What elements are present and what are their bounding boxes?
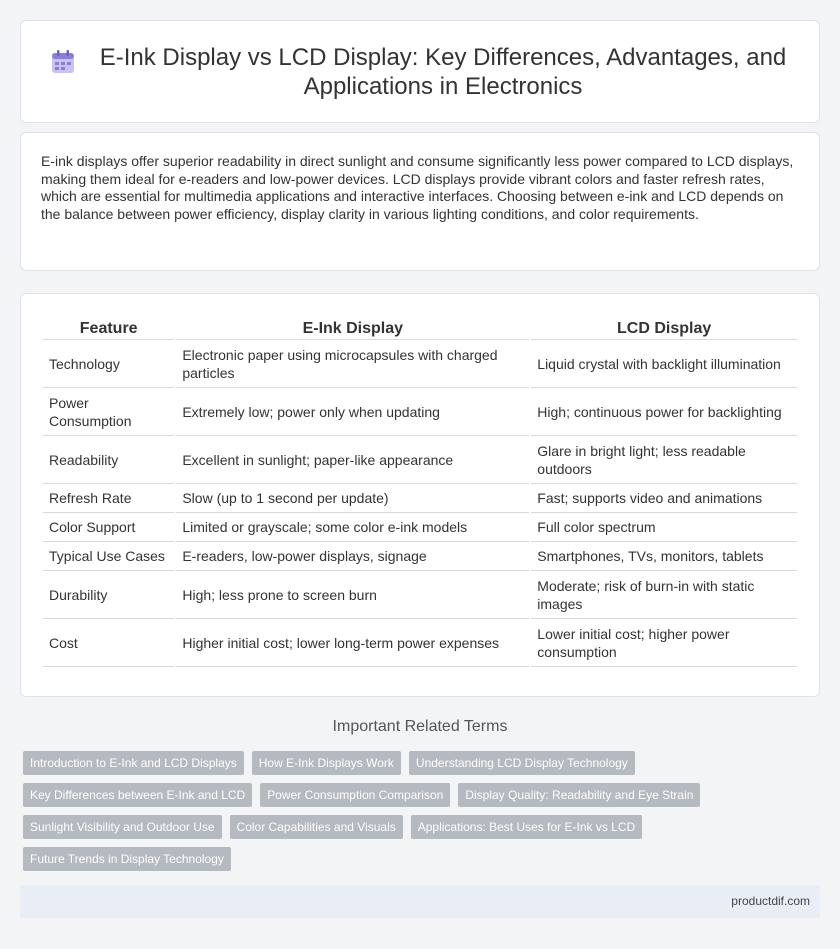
lcd-cell: Smartphones, TVs, monitors, tablets	[531, 544, 797, 571]
title-card	[20, 20, 820, 123]
eink-cell: Slow (up to 1 second per update)	[176, 486, 529, 513]
related-terms-chips	[23, 751, 803, 879]
summary-card	[20, 132, 820, 271]
title-wrap	[50, 43, 790, 101]
feature-cell: Refresh Rate	[43, 486, 174, 513]
calendar-grid-icon	[50, 49, 76, 75]
feature-cell: Readability	[43, 438, 174, 484]
feature-cell: Cost	[43, 621, 174, 667]
related-term-chip[interactable]: Applications: Best Uses for E-Ink vs LCD	[411, 815, 642, 839]
comparison-table	[41, 314, 799, 669]
table-row	[43, 544, 797, 571]
lcd-cell: Glare in bright light; less readable outdoors	[531, 438, 797, 484]
table-row	[43, 390, 797, 436]
related-term-chip[interactable]: Key Differences between E-Ink and LCD	[23, 783, 252, 807]
lcd-cell: Liquid crystal with backlight illumination	[531, 342, 797, 388]
eink-cell: Limited or grayscale; some color e-ink models	[176, 515, 529, 542]
lcd-cell: Moderate; risk of burn-in with static images	[531, 573, 797, 619]
chip-row	[23, 751, 803, 775]
feature-cell: Technology	[43, 342, 174, 388]
feature-cell: Durability	[43, 573, 174, 619]
page-title: E-Ink Display vs LCD Display: Key Differences, Advantages, and Applications in Electronics	[99, 43, 787, 100]
table-row	[43, 486, 797, 513]
related-term-chip[interactable]: Introduction to E-Ink and LCD Displays	[23, 751, 244, 775]
table-header-row	[43, 316, 797, 340]
eink-cell: E-readers, low-power displays, signage	[176, 544, 529, 571]
chip-row	[23, 847, 803, 871]
summary-text: E-ink displays offer superior readability in direct sunlight and consume significantly less power compared to LCD displays, making them ideal for e-readers and low-power devices. LCD displays provide vibrant colors and faster refresh rates, which are essential for multimedia applications and interactive interfaces. Choosing between e-ink and LCD depends on the balance between power efficiency, display clarity in various lighting conditions, and color requirements.	[41, 153, 794, 222]
feature-cell: Power Consumption	[43, 390, 174, 436]
lcd-cell: Fast; supports video and animations	[531, 486, 797, 513]
header-feature: Feature	[43, 316, 174, 340]
lcd-cell: Full color spectrum	[531, 515, 797, 542]
eink-cell: Higher initial cost; lower long-term power expenses	[176, 621, 529, 667]
eink-cell: High; less prone to screen burn	[176, 573, 529, 619]
table-row	[43, 438, 797, 484]
header-eink: E-Ink Display	[176, 316, 529, 340]
feature-cell: Color Support	[43, 515, 174, 542]
footer	[20, 885, 820, 918]
chip-row	[23, 783, 803, 807]
eink-cell: Excellent in sunlight; paper-like appearance	[176, 438, 529, 484]
feature-cell: Typical Use Cases	[43, 544, 174, 571]
related-terms-title: Important Related Terms	[332, 718, 508, 735]
table-row	[43, 515, 797, 542]
footer-site-link[interactable]: productdif.com	[731, 894, 810, 908]
table-row	[43, 573, 797, 619]
lcd-cell: High; continuous power for backlighting	[531, 390, 797, 436]
table-row	[43, 342, 797, 388]
header-lcd: LCD Display	[531, 316, 797, 340]
lcd-cell: Lower initial cost; higher power consumption	[531, 621, 797, 667]
related-term-chip[interactable]: Display Quality: Readability and Eye Strain	[458, 783, 700, 807]
related-term-chip[interactable]: How E-Ink Displays Work	[252, 751, 401, 775]
related-term-chip[interactable]: Understanding LCD Display Technology	[409, 751, 635, 775]
chip-row	[23, 815, 803, 839]
table-row	[43, 621, 797, 667]
related-term-chip[interactable]: Color Capabilities and Visuals	[230, 815, 403, 839]
related-term-chip[interactable]: Power Consumption Comparison	[260, 783, 450, 807]
comparison-table-card	[20, 293, 820, 697]
eink-cell: Electronic paper using microcapsules with charged particles	[176, 342, 529, 388]
related-term-chip[interactable]: Sunlight Visibility and Outdoor Use	[23, 815, 222, 839]
eink-cell: Extremely low; power only when updating	[176, 390, 529, 436]
related-term-chip[interactable]: Future Trends in Display Technology	[23, 847, 231, 871]
